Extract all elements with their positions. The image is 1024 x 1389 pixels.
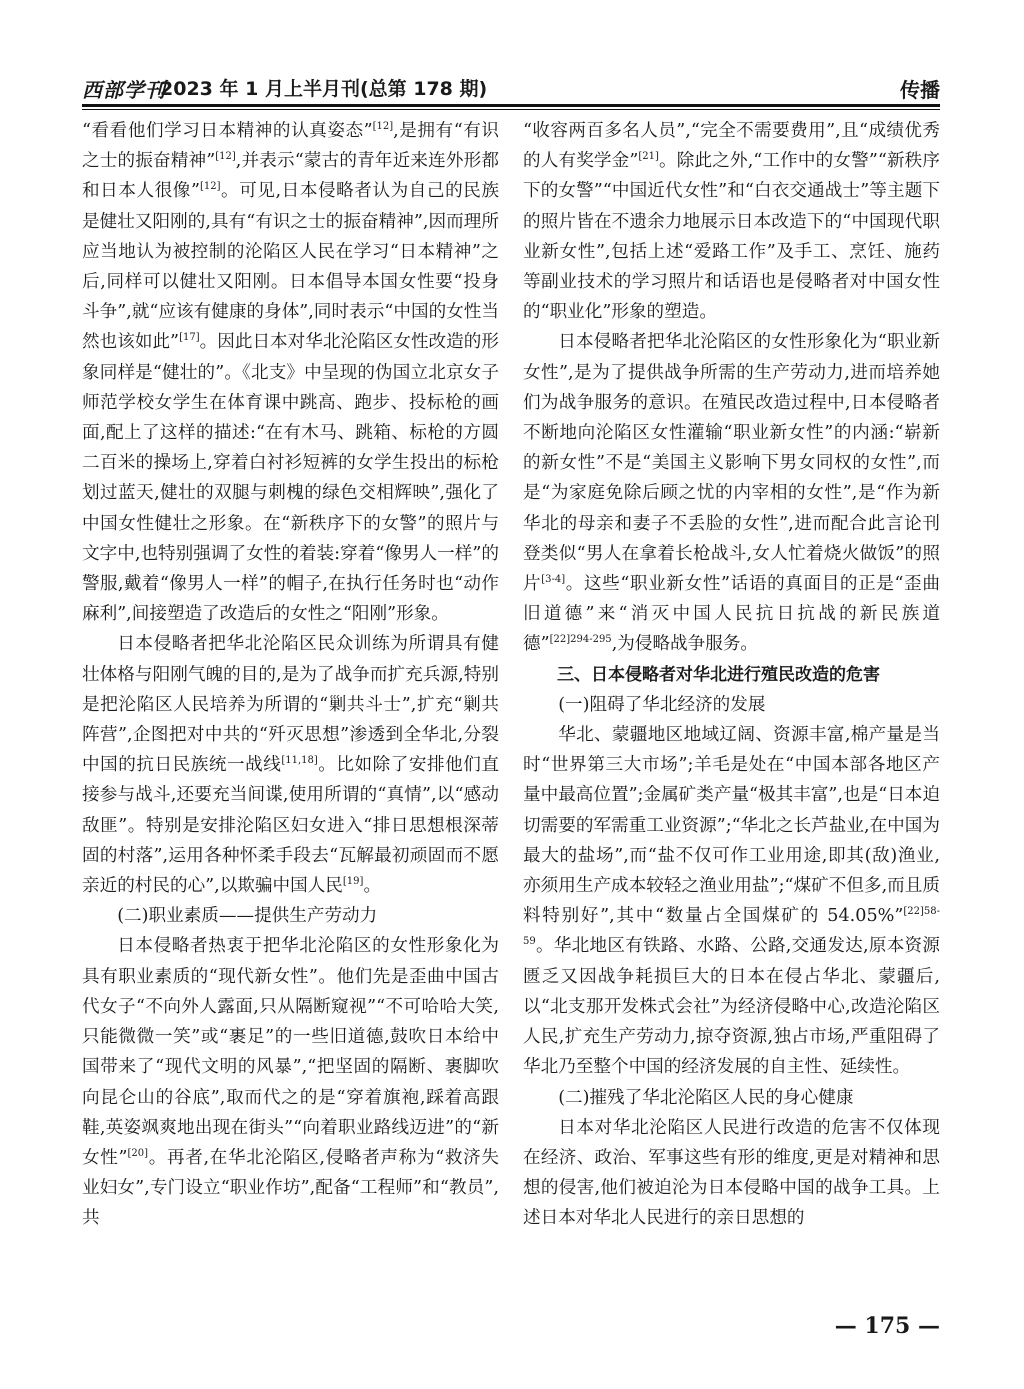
header-rule-thick xyxy=(82,104,940,107)
body-paragraph: “收容两百多名人员”,“完全不需要费用”,且“成绩优秀的人有奖学金”[21]。除此之外,“工作中的女警”“新秩序下的女警”“中国近代女性”和“白衣交通战士”等主题下的照片皆在不遗余力地展示日本改造下的“中国现代职业新女性”,包括上述“爱路工作”及手工、烹饪、施药等副业技术的学习照片和话语也是侵略者对中国女性的“职业化”形象的塑造。 xyxy=(523,121,941,323)
subsection-heading: (二)职业素质——提供生产劳动力 xyxy=(117,906,378,927)
left-column xyxy=(82,116,499,1234)
subsection-heading: (二)摧残了华北沦陷区人民的身心健康 xyxy=(558,1087,854,1108)
citation-ref: [11,18] xyxy=(281,755,318,767)
citation-ref: [12] xyxy=(215,151,236,163)
citation-ref: [22]294-295 xyxy=(549,634,612,646)
body-paragraph: 日本侵略者热衷于把华北沦陷区的女性形象化为具有职业素质的“现代新女性”。他们先是歪曲中国古代女子“不向外人露面,只从隔断窥视”“不可哈哈大笑,只能微微一笑”或“裹足”的一些旧道德,鼓吹日本给中国带来了“现代文明的风暴”,“把坚固的隔断、裹脚吹向昆仑山的谷底”,取而代之的是“穿着旗袍,踩着高跟鞋,英姿飒爽地出现在街头”“向着职业路线迈进”的“新女性”[20]。再者,在华北沦陷区,侵略者声称为“救济失业妇女”,专门设立“职业作坊”,配备“工程师”和“教员”,共 xyxy=(82,936,499,1229)
citation-ref: [12] xyxy=(372,121,394,132)
right-column xyxy=(523,116,940,1234)
header-rule-thin xyxy=(82,109,940,110)
journal-logo: 西部学刊 xyxy=(82,78,166,102)
issue-label: 2023 年 1 月上半月刊(总第 178 期) xyxy=(160,78,488,100)
citation-ref: [3-4] xyxy=(541,574,566,586)
running-header xyxy=(82,72,940,102)
citation-ref: [17] xyxy=(179,332,200,344)
body-paragraph: “看看他们学习日本精神的认真姿态”[12],是拥有“有识之士的振奋精神”[12],并表示“蒙古的青年近来连外形都和日本人很像”[12]。可见,日本侵略者认为自己的民族是健壮又阳刚的,具有“有识之士的振奋精神”,因而理所应当地认为被控制的沦陷区人民在学习“日本精神”之后,同样可以健壮又阳刚。日本倡导本国女性要“投身斗争”,就“应该有健康的身体”,同时表示“中国的女性当然也该如此”[17]。因此日本对华北沦陷区女性改造的形象同样是“健壮的”。《北支》中呈现的伪国立北京女子师范学校女学生在体育课中跳高、跑步、投标枪的画面,配上了这样的描述:“在有木马、跳箱、标枪的方圆二百米的操场上,穿着白衬衫短裤的女学生投出的标枪划过蓝天,健壮的双腿与刺槐的绿色交相辉映”,强化了中国女性健壮之形象。在“新秩序下的女警”的照片与文字中,也特别强调了女性的着装:穿着“像男人一样”的警服,戴着“像男人一样”的帽子,在执行任务时也“动作麻利”,间接塑造了改造后的女性之“阳刚”形象。 xyxy=(82,121,500,625)
citation-ref: [21] xyxy=(638,151,659,163)
body-paragraph: 日本侵略者把华北沦陷区民众训练为所谓具有健壮体格与阳刚气魄的目的,是为了战争而扩充兵源,特别是把沦陷区人民培养为所谓的“剿共斗士”,扩充“剿共阵营”,企图把对中共的“歼灭思想”渗透到全华北,分裂中国的抗日民族统一战线[11,18]。比如除了安排他们直接参与战斗,还要充当间谍,使用所谓的“真情”,以“感动敌匪”。特别是安排沦陷区妇女进入“排日思想根深蒂固的村落”,运用各种怀柔手段去“瓦解最初顽固而不愿亲近的村民的心”,以欺骗中国人民[19]。 xyxy=(82,634,499,897)
citation-ref: [22]58-59 xyxy=(523,906,940,948)
citation-ref: [19] xyxy=(342,876,364,888)
citation-ref: [20] xyxy=(127,1147,149,1159)
page-number: — 175 — xyxy=(834,1313,940,1339)
section-label: 传播 xyxy=(900,78,940,102)
citation-ref: [12] xyxy=(199,181,221,193)
subsection-heading: (一)阻碍了华北经济的发展 xyxy=(558,694,766,715)
section-heading: 三、日本侵略者对华北进行殖民改造的危害 xyxy=(557,664,880,685)
body-paragraph: 华北、蒙疆地区地域辽阔、资源丰富,棉产量是当时“世界第三大市场”;羊毛是处在“中国本部各地区产量中最高位置”;金属矿类产量“极其丰富”,也是“日本迫切需要的军需重工业资源”;“华北之长芦盐业,在中国为最大的盐场”,而“盐不仅可作工业用途,即其(敌)渔业,亦须用生产成本较轻之渔业用盐”;“煤矿不但多,而且质料特别好”,其中“数量占全国煤矿的 54.05%”$^{[22]58-59}$。华北地区有铁路、水路、公路,交通发达,原本资源匮乏又因战争耗损巨大的日本在侵占华北、蒙疆后,以“北支那开发株式会社”为经济侵略中心,改造沦陷区人民,扩充生产劳动力,掠夺资源,独占市场,严重阻碍了华北乃至整个中国的经济发展的自主性、延续性。 xyxy=(523,725,940,1078)
body-paragraph: 日本对华北沦陷区人民进行改造的危害不仅体现在经济、政治、军事这些有形的维度,更是对精神和思想的侵害,他们被迫沦为日本侵略中国的战争工具。上述日本对华北人民进行的亲日思想的 xyxy=(523,1117,940,1229)
body-paragraph: 日本侵略者把华北沦陷区的女性形象化为“职业新女性”,是为了提供战争所需的生产劳动力,进而培养她们为战争服务的意识。在殖民改造过程中,日本侵略者不断地向沦陷区女性灌输“职业新女性”的内涵:“崭新的新女性”不是“美国主义影响下男女同权的女性”,而是“为家庭免除后顾之忧的内宰相的女性”,是“作为新华北的母亲和妻子不丢脸的女性”,进而配合此言论刊登类似“男人在拿着长枪战斗,女人忙着烧火做饭”的照片[3-4]。这些“职业新女性”话语的真面目的正是“歪曲旧道德”来“消灭中国人民抗日抗战的新民族道德”$^{[22]294-295}$,为侵略战争服务。 xyxy=(523,332,941,655)
